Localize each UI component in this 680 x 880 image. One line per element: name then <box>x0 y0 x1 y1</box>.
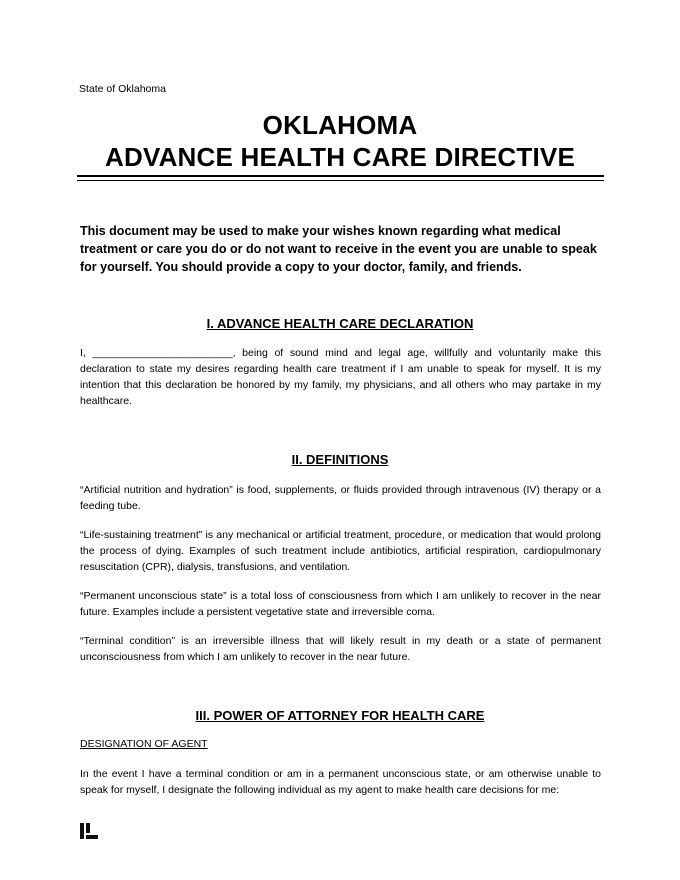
subheading-designation-of-agent: DESIGNATION OF AGENT <box>80 738 208 750</box>
document-title-line2: ADVANCE HEALTH CARE DIRECTIVE <box>105 142 575 172</box>
title-rule-thick <box>77 175 604 177</box>
section-heading-power-of-attorney: III. POWER OF ATTORNEY FOR HEALTH CARE <box>195 708 485 723</box>
section-heading-declaration: I. ADVANCE HEALTH CARE DECLARATION <box>206 316 474 331</box>
definition-artificial-nutrition: “Artificial nutrition and hydration” is food, supplements, or fluids provided through intravenous (IV) therapy or a feeding tube. <box>80 484 601 512</box>
definition-terminal-condition: “Terminal condition” is an irreversible illness that will likely result in my death or a state of permanent unconsciousness from which I am unlikely to recover in the near future. <box>80 635 601 663</box>
designation-paragraph: In the event I have a terminal condition or am in a permanent unconscious state, or am otherwise unable to speak for myself, I designate the following individual as my agent to make health care decisions for me: <box>80 768 601 796</box>
document-title-line1: OKLAHOMA <box>262 110 418 140</box>
title-rule-thin <box>77 180 604 181</box>
legal-templates-logo-icon <box>80 823 98 844</box>
declaration-paragraph: I, ________________________, being of sound mind and legal age, willfully and voluntarily make this declaration to state my desires regarding health care treatment if I am unable to speak for myself. It is my intention that this declaration be honored by my family, my physicians, and all others who may partake in my healthcare. <box>80 347 601 407</box>
intro-paragraph: This document may be used to make your wishes known regarding what medical treatment or care you do or do not want to receive in the event you are unable to speak for yourself. You should provide a copy to your doctor, family, and friends. <box>80 224 597 274</box>
definition-permanent-unconscious-state: “Permanent unconscious state” is a total loss of consciousness from which I am unlikely to recover in the near future. Examples include a persistent vegetative state and irreversible coma. <box>80 590 601 618</box>
definition-life-sustaining-treatment: “Life-sustaining treatment” is any mechanical or artificial treatment, procedure, or medication that would prolong the process of dying. Examples of such treatment include antibiotics, artificial respiration, cardiopulmonary resuscitation (CPR), dialysis, transfusions, and ventilation. <box>80 529 601 573</box>
section-heading-definitions: II. DEFINITIONS <box>291 452 389 467</box>
state-label: State of Oklahoma <box>79 83 166 95</box>
